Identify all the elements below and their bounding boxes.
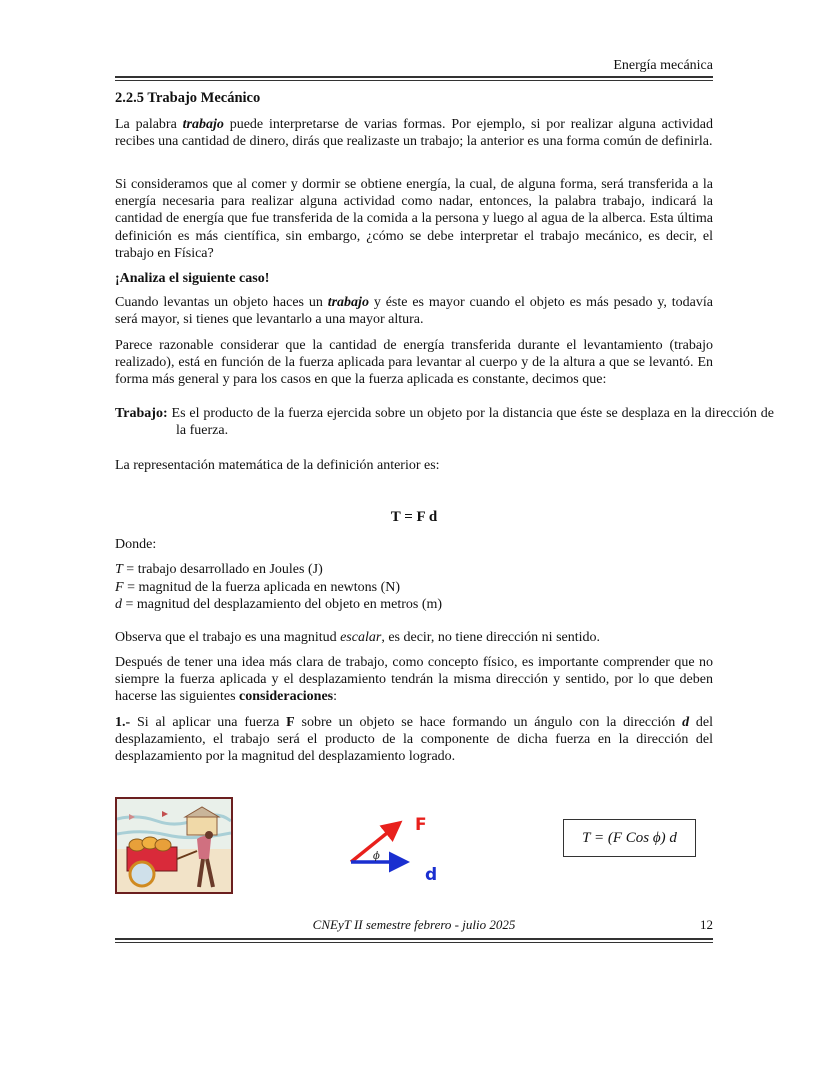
text: del desplazamiento, el trabajo será el producto de la componente de dicha fuerza en la dirección del desplazamiento por la magnitud del desplazamiento logrado. xyxy=(115,715,713,765)
list-number: 1.- xyxy=(115,715,131,730)
variable-list xyxy=(115,561,713,614)
angle-label: ϕ xyxy=(373,851,380,862)
displacement-label: d xyxy=(425,865,438,885)
variable-item xyxy=(115,596,713,614)
displacement-symbol: d xyxy=(682,715,690,730)
symbol: F xyxy=(115,579,124,595)
paragraph-8 xyxy=(115,714,713,766)
desc: = magnitud de la fuerza aplicada en newtons (N) xyxy=(123,579,401,595)
symbol: T xyxy=(115,562,123,577)
text: , es decir, no tiene dirección ni sentido. xyxy=(381,630,601,645)
force-displacement-vectors-icon xyxy=(345,808,445,888)
definition xyxy=(115,405,774,439)
footer-text: CNEyT II semestre febrero - julio 2025 xyxy=(312,917,516,932)
variable-item xyxy=(115,579,713,597)
paragraph-3 xyxy=(115,294,713,328)
work-angle-equation: T = (F Cos ϕ) d xyxy=(563,819,696,857)
text: Observa que el trabajo es una magnitud xyxy=(115,630,341,645)
subheading: ¡Analiza el siguiente caso! xyxy=(115,271,270,286)
text: puede interpretarse de varias formas. Por ejemplo, si por realizar alguna actividad recibes una cantidad de dinero, dirás que realizaste un trabajo; la anterior es una forma común de definirla. xyxy=(115,117,713,150)
text: La palabra xyxy=(115,117,183,132)
text: sobre un objeto se hace formando un ángulo con la dirección xyxy=(294,715,683,730)
symbol: d xyxy=(115,597,122,612)
cart-illustration xyxy=(115,797,233,894)
paragraph-7 xyxy=(115,654,713,706)
text: Después de tener una idea más clara de trabajo, como concepto físico, es importante comprender que no siempre la fuerza aplicada y el desplazamiento tendrán la misma dirección y sentido, por lo que deben hacerse las siguientes xyxy=(115,655,713,705)
text: Si al aplicar una fuerza xyxy=(130,715,287,730)
text: : xyxy=(333,689,338,705)
desc: = magnitud del desplazamiento del objeto en metros (m) xyxy=(122,597,443,612)
emphasis: trabajo xyxy=(182,117,224,132)
footer-rule xyxy=(115,938,713,943)
formula: T = F d xyxy=(390,509,438,525)
page-number: 12 xyxy=(700,917,713,932)
header-rule xyxy=(115,76,713,81)
emphasis: trabajo xyxy=(327,295,369,310)
paragraph-4: Parece razonable considerar que la cantidad de energía transferida durante el levantamiento (trabajo realizado), está en función de la fuerza aplicada para levantar al cuerpo y de la altura a que se levantó. En forma más general y para los casos en que la fuerza aplicada es constante, decimos que: xyxy=(115,338,713,388)
force-symbol: F xyxy=(286,715,295,730)
emphasis: escalar xyxy=(340,630,382,645)
paragraph-1 xyxy=(115,116,713,150)
paragraph-6 xyxy=(115,629,713,646)
strong: consideraciones xyxy=(239,689,334,705)
definition-text: Es el producto de la fuerza ejercida sobre un objeto por la distancia que éste se desplaza en la dirección de la fuerza. xyxy=(167,406,774,439)
vector-diagram xyxy=(345,808,445,888)
cart-pushing-icon xyxy=(117,799,231,892)
donde-label: Donde: xyxy=(115,537,157,552)
text: y éste es mayor cuando el objeto es más pesado y, todavía será mayor, si tienes que levantarlo a una mayor altura. xyxy=(115,295,713,328)
variable-item xyxy=(115,561,713,579)
desc: = trabajo desarrollado en Joules (J) xyxy=(122,562,323,577)
text: Cuando levantas un objeto haces un xyxy=(115,295,328,310)
section-title: 2.2.5 Trabajo Mecánico xyxy=(115,90,261,106)
running-header: Energía mecánica xyxy=(613,58,713,73)
paragraph-5: La representación matemática de la definición anterior es: xyxy=(115,458,440,473)
definition-label: Trabajo: xyxy=(115,406,168,421)
force-label: F xyxy=(415,815,427,835)
paragraph-2: Si consideramos que al comer y dormir se obtiene energía, la cual, de alguna forma, será transferida a la energía necesaria para realizar alguna actividad como nadar, entonces, la palabra trabajo, indicará la cantidad de energía que fue transferida de la comida a la persona y luego al agua de la alberca. Esta última definición es más científica, sin embargo, ¿cómo se debe interpretar el trabajo mecánico, es decir, el trabajo en Física? xyxy=(115,177,713,261)
